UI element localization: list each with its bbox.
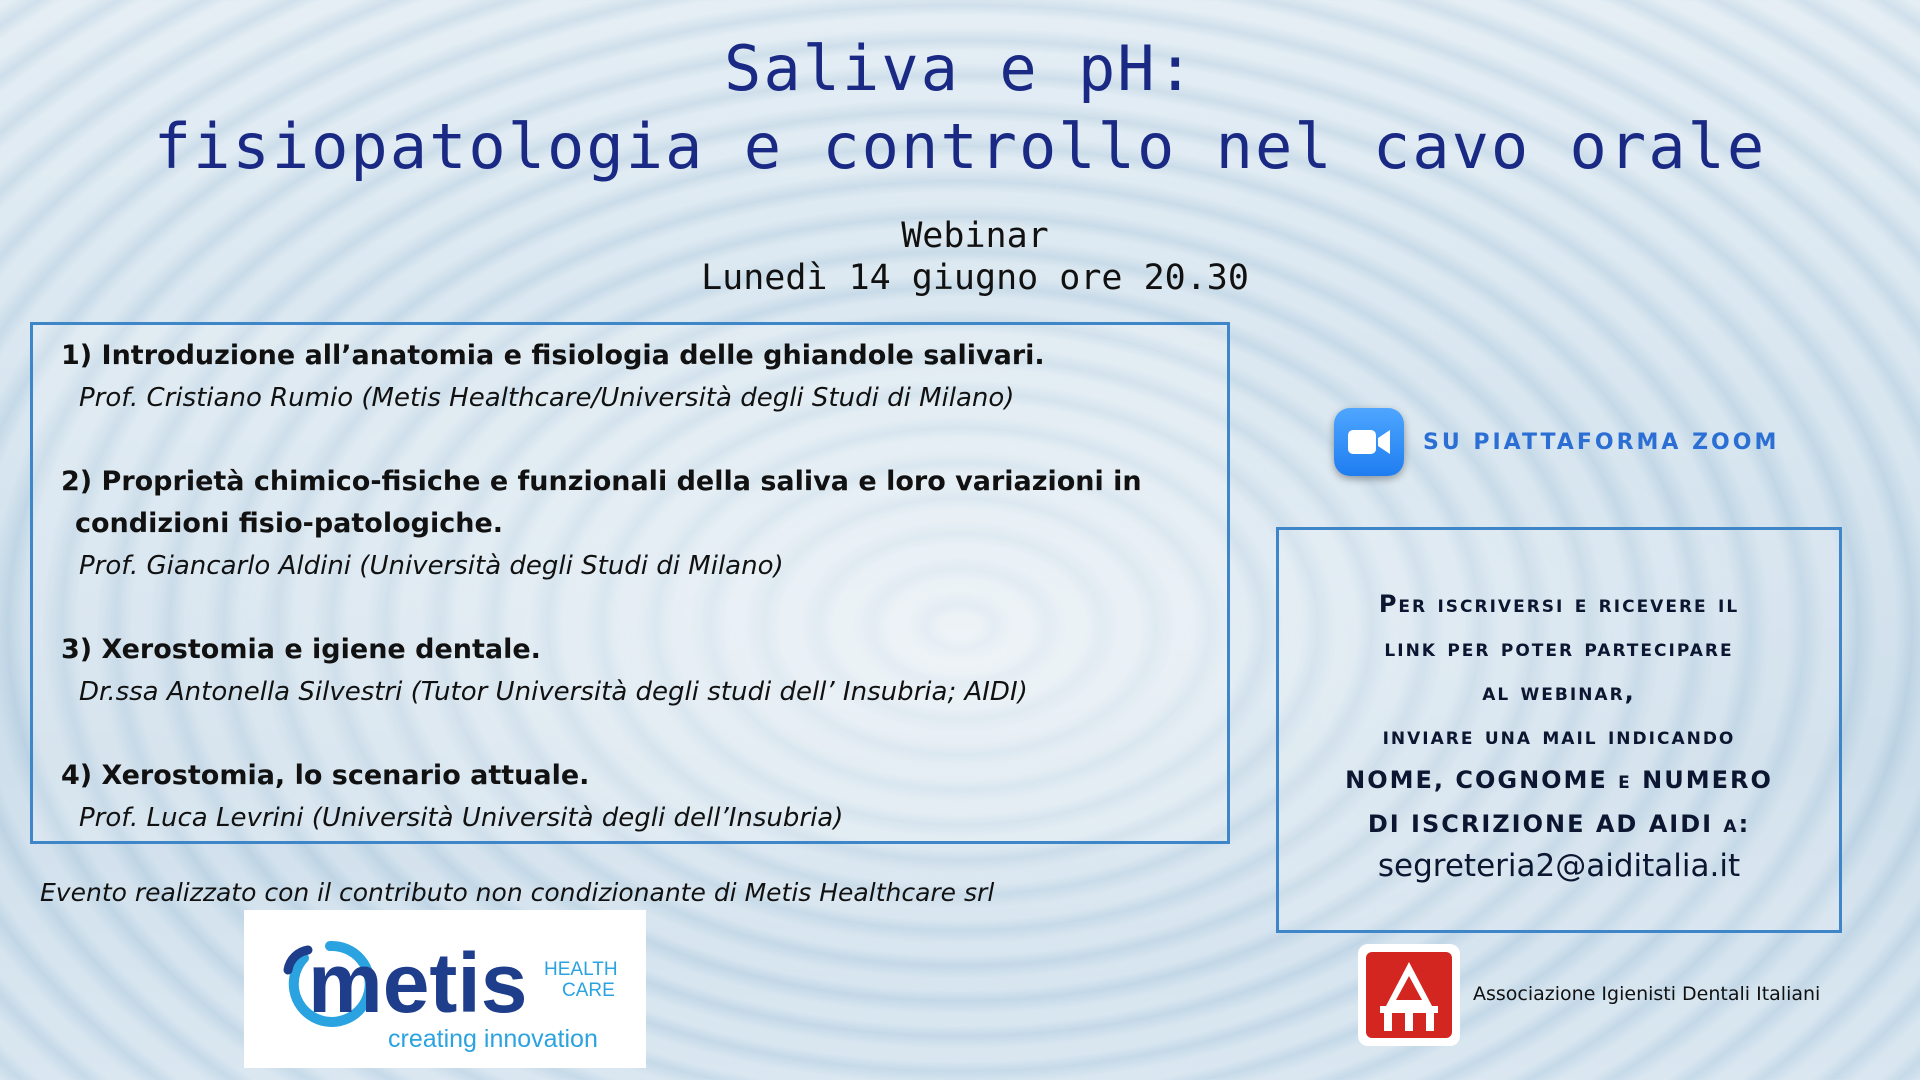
metis-logo-wordmark: metis (308, 936, 528, 1030)
event-title (0, 30, 1920, 186)
program-item-title: 1) Introduzione all’anatomia e fisiologia delle ghiandole salivari. (61, 340, 1045, 371)
event-date: Lunedì 14 giugno ore 20.30 (701, 258, 1249, 298)
signup-line: inviare una mail indicando (1382, 722, 1736, 750)
program-item-title: 3) Xerostomia e igiene dentale. (61, 634, 541, 665)
metis-logo-tagline: creating innovation (388, 1025, 598, 1053)
program-item-speaker: Dr.ssa Antonella Silvestri (Tutor Università degli studi dell’ Insubria; AIDI) (79, 677, 1028, 707)
zoom-camera-icon (1334, 408, 1404, 476)
signup-line: NOME, COGNOME e NUMERO (1345, 766, 1773, 794)
program-item-2 (61, 461, 1221, 587)
signup-box (1276, 527, 1842, 933)
title-line-2: fisiopatologia e controllo nel cavo orale (153, 110, 1767, 183)
signup-line: al webinar, (1482, 678, 1636, 706)
program-box (30, 322, 1230, 844)
program-item-title-cont: condizioni fisio-patologiche. (75, 508, 504, 539)
signup-line: DI ISCRIZIONE AD AIDI a: (1367, 810, 1751, 838)
event-info (0, 215, 1920, 299)
program-item-speaker: Prof. Luca Levrini (Università Università degli dell’Insubria) (79, 803, 844, 833)
metis-logo-health: HEALTH (544, 959, 618, 980)
program-item-title (61, 461, 1221, 545)
program-item-4 (61, 755, 1221, 839)
signup-email: segreteria2@aiditalia.it (1377, 848, 1741, 884)
program-item-speaker: Prof. Giancarlo Aldini (Università degli Studi di Milano) (79, 551, 784, 581)
event-type: Webinar (901, 216, 1049, 256)
title-line-1: Saliva e pH: (724, 32, 1196, 105)
platform-label: SU PIATTAFORMA ZOOM (1423, 430, 1780, 455)
organizer-name: Associazione Igienisti Dentali Italiani (1473, 983, 1821, 1005)
aidi-logo (1358, 944, 1460, 1046)
program-item-speaker: Prof. Cristiano Rumio (Metis Healthcare/Università degli Studi di Milano) (79, 383, 1015, 413)
signup-line: Per iscriversi e ricevere il (1378, 590, 1740, 618)
metis-logo-care: CARE (562, 980, 615, 1001)
signup-instructions (1279, 582, 1839, 846)
program-item-title: 4) Xerostomia, lo scenario attuale. (61, 760, 590, 791)
program-item-3 (61, 629, 1221, 713)
program-item-1 (61, 335, 1221, 419)
sponsor-note: Evento realizzato con il contributo non condizionante di Metis Healthcare srl (40, 878, 995, 907)
metis-logo (244, 910, 646, 1068)
signup-line: link per poter partecipare (1384, 634, 1734, 662)
program-item-title-line: 2) Proprietà chimico-fisiche e funzionali della saliva e loro variazioni in (61, 466, 1142, 497)
